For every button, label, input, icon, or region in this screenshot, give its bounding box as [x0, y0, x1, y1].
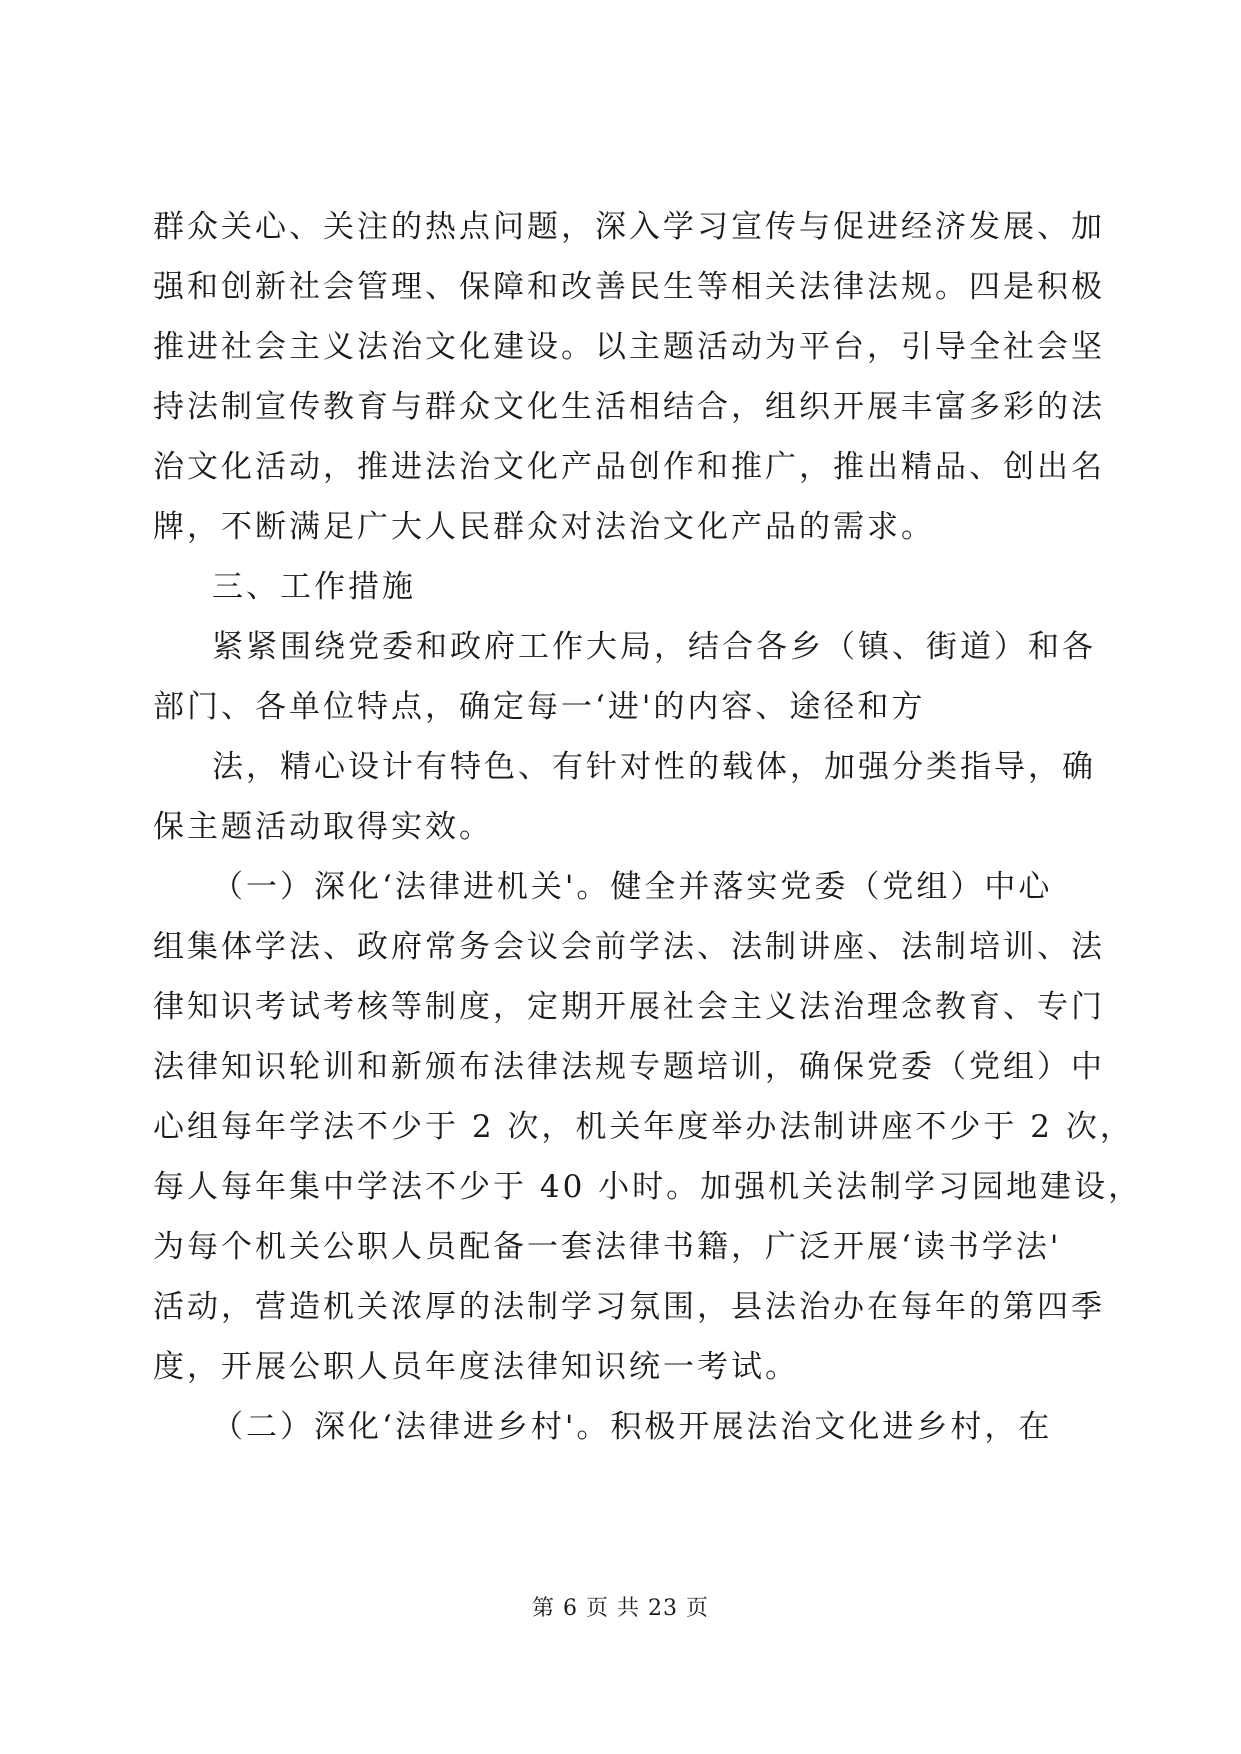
page-number-footer: 第 6 页 共 23 页 [532, 1596, 709, 1621]
text-line: 持法制宣传教育与群众文化生活相结合，组织开展丰富多彩的法 [153, 389, 1105, 425]
text-line: 保主题活动取得实效。 [153, 809, 493, 845]
text-line: 活动，营造机关浓厚的法制学习氛围，县法治办在每年的第四季 [153, 1289, 1105, 1325]
text-line: 牌，不断满足广大人民群众对法治文化产品的需求。 [153, 509, 935, 545]
text-line: 紧紧围绕党委和政府工作大局，结合各乡（镇、街道）和各 [212, 629, 1096, 665]
text-line: 强和创新社会管理、保障和改善民生等相关法律法规。四是积极 [153, 269, 1105, 305]
text-line: 律知识考试考核等制度，定期开展社会主义法治理念教育、专门 [153, 989, 1105, 1025]
text-line: 法律知识轮训和新颁布法律法规专题培训，确保党委（党组）中 [153, 1049, 1105, 1085]
text-line: 推进社会主义法治文化建设。以主题活动为平台，引导全社会坚 [153, 329, 1105, 365]
text-line: （二）深化‘法律进乡村'。积极开展法治文化进乡村，在 [212, 1409, 1053, 1445]
text-line: 组集体学法、政府常务会议会前学法、法制讲座、法制培训、法 [153, 929, 1105, 965]
text-line: 度，开展公职人员年度法律知识统一考试。 [153, 1349, 799, 1385]
text-line: 部门、各单位特点，确定每一‘进'的内容、途径和方 [153, 689, 926, 725]
text-line: 治文化活动，推进法治文化产品创作和推广，推出精品、创出名 [153, 449, 1105, 485]
text-line: 每人每年集中学法不少于 40 小时。加强机关法制学习园地建设， [153, 1169, 1143, 1205]
text-line: （一）深化‘法律进机关'。健全并落实党委（党组）中心 [212, 869, 1053, 905]
text-line: 心组每年学法不少于 2 次，机关年度举办法制讲座不少于 2 次， [153, 1109, 1134, 1145]
text-line: 法，精心设计有特色、有针对性的载体，加强分类指导，确 [212, 749, 1096, 785]
text-line: 为每个机关公职人员配备一套法律书籍，广泛开展‘读书学法' [153, 1229, 1062, 1265]
section-heading: 三、工作措施 [212, 569, 416, 605]
text-line: 群众关心、关注的热点问题，深入学习宣传与促进经济发展、加 [153, 209, 1105, 245]
